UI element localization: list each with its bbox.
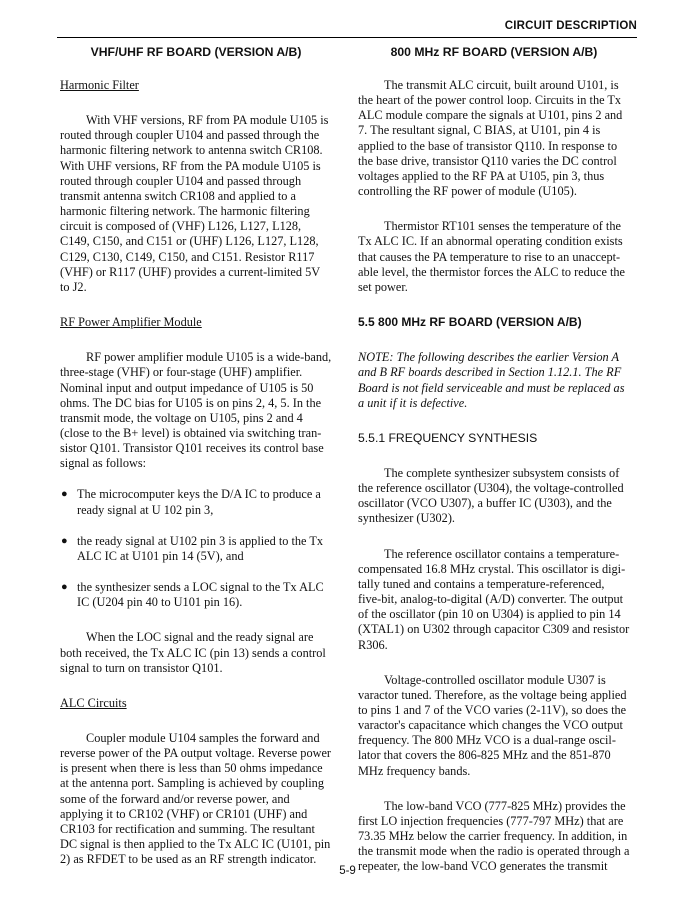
- reference-oscillator-paragraph: The reference oscillator contains a temperature-compensated 16.8 MHz crystal. This oscillator is digi-tally tuned and contains a temperature-referenced, five-bit, analog-to-digital (A/D) converter. The output of the oscillator (pin 10 on U304) is applied to pin 14 (XTAL1) on U302 through capacitor C309 and resistor R306.: [358, 546, 630, 652]
- bullet-text: The microcomputer keys the D/A IC to produce a ready signal at U 102 pin 3,: [77, 487, 321, 517]
- alc-circuits-paragraph: Coupler module U104 samples the forward and reverse power of the PA output voltage. Reverse power is present when there is less than 50 ohms impedance at the antenna port. Sampling is achieved by coupling some of the forward and/or reverse power, and applying it to CR102 (VHF) or CR101 (UHF) and CR103 for rectification and summing. The resultant DC signal is then applied to the Tx ALC IC (U101, pin 2) as RFDET to be used as an RF strength indicator.: [60, 731, 332, 867]
- section-heading: 5.5 800 MHz RF BOARD (VERSION A/B): [358, 315, 582, 330]
- header-rule: [57, 37, 637, 38]
- note-paragraph: NOTE: The following describes the earlier Version A and B RF boards described in Section 1.12.1. The RF Board is not field serviceable and must be replaced as a unit if it is defective.: [358, 350, 625, 410]
- bullet-item: [60, 534, 332, 564]
- harmonic-filter-paragraph: With VHF versions, RF from PA module U105 is routed through coupler U104 and passed through the harmonic filtering network to antenna switch CR108. With UHF versions, RF from the PA module U105 is routed through coupler U104 and passed through transmit antenna switch CR108 and applied to a harmonic filtering network. The harmonic filtering circuit is composed of (VHF) L126, L127, L128, C149, C150, and C151 or (UHF) L126, L127, L128, C129, C130, C149, C150, and C151. Resistor R117 (VHF) or R117 (UHF) provides a current-limited 5V to J2.: [60, 113, 329, 294]
- loc-signal-paragraph: When the LOC signal and the ready signal are both received, the Tx ALC IC (pin 13) sends a control signal to turn on transistor Q101.: [60, 630, 326, 675]
- rf-power-amplifier-heading: RF Power Amplifier Module: [60, 315, 202, 330]
- bullet-icon: ●: [61, 581, 68, 594]
- rf-power-amplifier-paragraph: RF power amplifier module U105 is a wide-band, three-stage (VHF) or four-stage (UHF) amplifier. Nominal input and output impedance of U105 is 50 ohms. The DC bias for U105 is on pins 2, 4, 5. In the transmit mode, the voltage on U105, pins 2 and 4 (close to the B+ level) is obtained via switching tran-sistor Q101. Transistor Q101 receives its control base signal as follows:: [60, 350, 332, 471]
- running-header: CIRCUIT DESCRIPTION: [504, 20, 637, 32]
- alc-circuits-heading: ALC Circuits: [60, 695, 127, 710]
- synthesizer-paragraph: The complete synthesizer subsystem consists of the reference oscillator (U304), the voltage-controlled oscillator (VCO U307), a buffer IC (U303), and the synthesizer (U302).: [358, 465, 624, 526]
- right-column: [358, 45, 630, 875]
- alc-loop-paragraph: The transmit ALC circuit, built around U101, is the heart of the power control loop. Circuits in the Tx ALC module compare the signals at U101, pins 2 and 7. The resultant signal, C BIAS, at U101, pin 4 is applied to the base of transistor Q110. In response to the base drive, transistor Q110 varies the DC control voltages applied to the RF PA at U105, pin 3, thus controlling the RF power of module (U105).: [358, 78, 623, 199]
- bullet-item: [60, 580, 332, 610]
- bullet-text: the synthesizer sends a LOC signal to the Tx ALC IC (U204 pin 40 to U101 pin 16).: [77, 580, 324, 610]
- right-column-title: 800 MHz RF BOARD (VERSION A/B): [390, 45, 598, 59]
- thermistor-paragraph: Thermistor RT101 senses the temperature of the Tx ALC IC. If an abnormal operating condition exists that causes the PA temperature to rise to an unaccept-able level, the thermistor forces the ALC to reduce the set power.: [358, 219, 626, 294]
- bullet-icon: ●: [61, 488, 68, 501]
- bullet-icon: ●: [61, 534, 68, 547]
- left-column-title: VHF/UHF RF BOARD (VERSION A/B): [90, 45, 302, 59]
- bullet-text: the ready signal at U102 pin 3 is applied to the Tx ALC IC at U101 pin 14 (5V), and: [77, 533, 324, 563]
- vco-paragraph: Voltage-controlled oscillator module U307 is varactor tuned. Therefore, as the voltage being applied to pins 1 and 7 of the VCO varies (2-11V), so does the varactor's capacitance which changes the VCO output frequency. The 800 MHz VCO is a dual-range oscil-lator that covers the 806-825 MHz and the 851-870 MHz frequency bands.: [358, 672, 627, 778]
- left-column: [60, 45, 332, 867]
- bullet-item: [60, 487, 332, 517]
- harmonic-filter-heading: Harmonic Filter: [60, 78, 139, 92]
- subsection-heading: 5.5.1 FREQUENCY SYNTHESIS: [358, 430, 538, 445]
- low-band-vco-paragraph: The low-band VCO (777-825 MHz) provides the first LO injection frequencies (777-797 MHz) that are 73.35 MHz below the carrier frequency. In addition, in the transmit mode when the radio is operated through a repeater, the low-band VCO generates the transmit: [358, 798, 630, 874]
- page-number: 5-9: [339, 865, 356, 877]
